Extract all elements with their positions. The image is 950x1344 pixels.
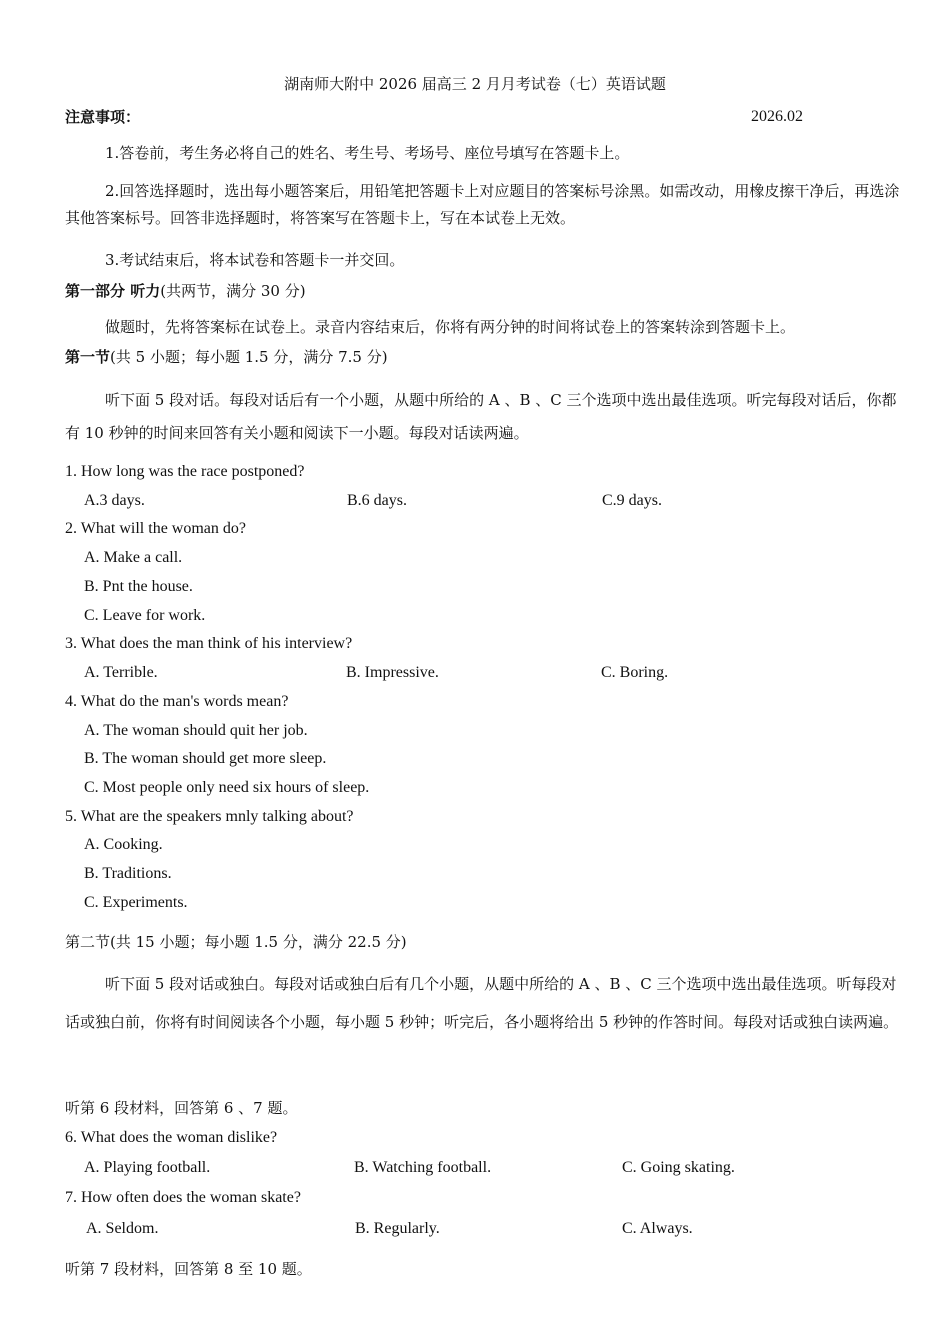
q2-option-a: A. Make a call. (84, 549, 183, 566)
q6-option-b: B. Watching football. (354, 1159, 492, 1176)
exam-date: 2026.02 (751, 108, 803, 125)
notice-label: 注意事项： (65, 108, 141, 126)
q7-option-b: B. Regularly. (355, 1220, 440, 1237)
q5-option-c: C. Experiments. (84, 894, 188, 911)
q3-option-b: B. Impressive. (346, 664, 439, 681)
page-title: 湖南师大附中 2026 届高三 2 月月考试卷（七）英语试题 (284, 75, 666, 93)
q4-option-b: B. The woman should get more sleep. (84, 750, 327, 767)
section2-heading: 第二节(共 15 小题；每小题 1.5 分，满分 22.5 分) (65, 933, 407, 951)
q3-option-a: A. Terrible. (84, 664, 158, 681)
q2-option-c: C. Leave for work. (84, 607, 206, 624)
part1-heading (65, 281, 306, 301)
q7-option-a: A. Seldom. (86, 1220, 159, 1237)
q2-stem: 2. What will the woman do? (65, 520, 246, 537)
part1-instruction: 做题时，先将答案标在试卷上。录音内容结束后，你将有两分钟的时间将试卷上的答案转涂到答题卡上。 (105, 318, 796, 336)
q4-option-c: C. Most people only need six hours of sleep. (84, 779, 370, 796)
material-7-label: 听第 7 段材料，回答第 8 至 10 题。 (65, 1260, 312, 1278)
q5-option-b: B. Traditions. (84, 865, 172, 882)
q6-option-a: A. Playing football. (84, 1159, 211, 1176)
q1-option-a: A.3 days. (84, 492, 145, 509)
material-6-label: 听第 6 段材料，回答第 6 、7 题。 (65, 1099, 298, 1117)
q5-option-a: A. Cooking. (84, 836, 163, 853)
q1-option-b: B.6 days. (347, 492, 407, 509)
q6-option-c: C. Going skating. (622, 1159, 735, 1176)
q1-option-c: C.9 days. (602, 492, 662, 509)
part1-heading-rest: (共两节，满分 30 分) (160, 282, 306, 300)
notice-1: 1.答卷前，考生务必将自己的姓名、考生号、考场号、座位号填写在答题卡上。 (105, 144, 630, 162)
q5-stem: 5. What are the speakers mnly talking about? (65, 808, 354, 825)
part1-heading-bold: 第一部分 听力 (65, 282, 161, 300)
q1-stem: 1. How long was the race postponed? (65, 463, 305, 480)
section1-instruction: 听下面 5 段对话。每段对话后有一个小题，从题中所给的 A 、B 、C 三个选项中选出最佳选项。听完每段对话后，你都有 10 秒钟的时间来回答有关小题和阅读下一小题。每段对话读两遍。 (65, 391, 897, 442)
q3-stem: 3. What does the man think of his interview? (65, 635, 353, 652)
notice-3: 3.考试结束后，将本试卷和答题卡一并交回。 (105, 251, 405, 269)
q4-stem: 4. What do the man's words mean? (65, 693, 289, 710)
q7-stem: 7. How often does the woman skate? (65, 1189, 301, 1206)
section2-instruction: 听下面 5 段对话或独白。每段对话或独白后有几个小题，从题中所给的 A 、B 、C 三个选项中选出最佳选项。听每段对话或独白前，你将有时间阅读各个小题，每小题 5 秒钟；听完后，各小题将给出 5 秒钟的作答时间。每段对话或独白读两遍。 (65, 975, 899, 1031)
q3-option-c: C. Boring. (601, 664, 669, 681)
q6-stem: 6. What does the woman dislike? (65, 1129, 278, 1146)
q7-option-c: C. Always. (622, 1220, 693, 1237)
notice-2: 2.回答选择题时，选出每小题答案后，用铅笔把答题卡上对应题目的答案标号涂黑。如需改动，用橡皮擦干净后，再选涂其他答案标号。回答非选择题时，将答案写在答题卡上，写在本试卷上无效。 (65, 182, 900, 227)
section1-heading (65, 347, 388, 367)
section1-heading-rest: (共 5 小题；每小题 1.5 分，满分 7.5 分) (110, 348, 388, 366)
q2-option-b: B. Pnt the house. (84, 578, 193, 595)
section1-heading-bold: 第一节 (65, 348, 111, 366)
q4-option-a: A. The woman should quit her job. (84, 722, 308, 739)
